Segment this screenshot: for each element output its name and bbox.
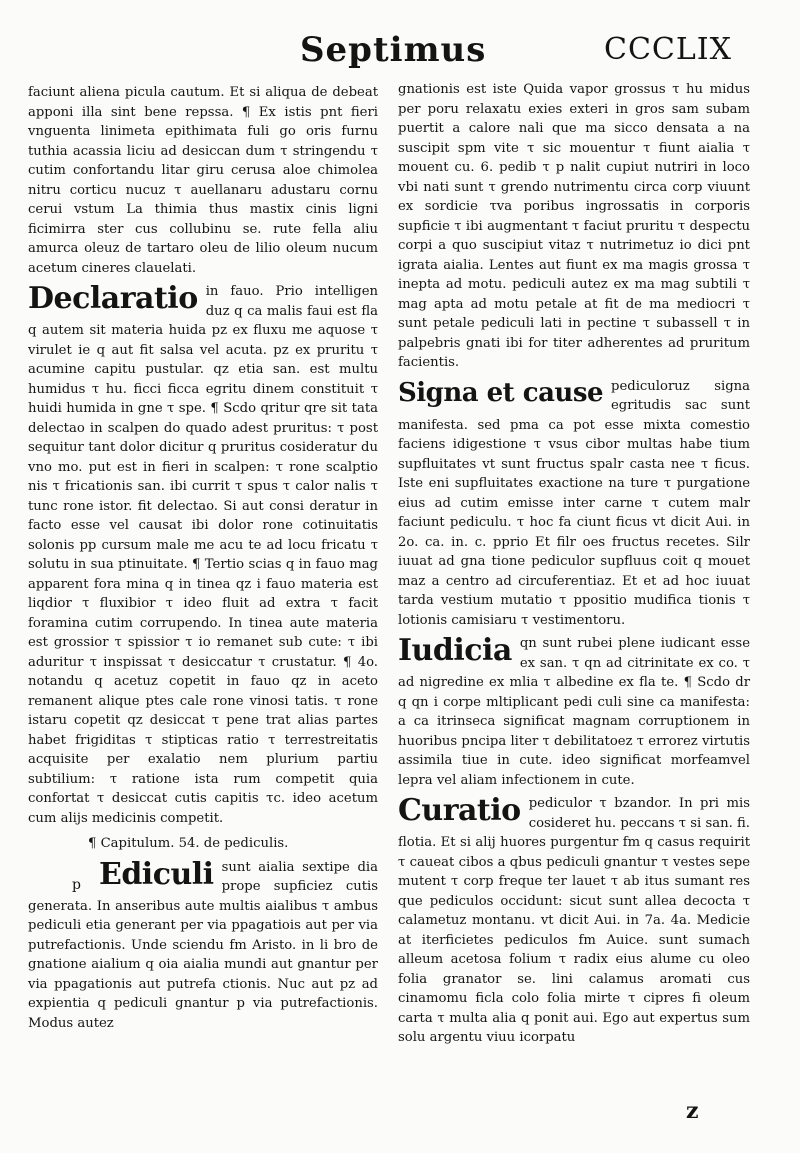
rubric-curatio: Curatio	[398, 793, 521, 828]
right-column	[398, 80, 750, 1048]
ediculi-text: sunt aialia sextipe dia prope supficiez cutis generata. In anseribus aute multis aialibus τ ambus pediculi etia generant per via ppagatiois aut per via putrefactionis. Unde sciendu fm Aristo. in li bro de gnatione aialium q oia aialia mundi aut gnantur per via ppagationis aut putrefa ctionis. Nuc aut pz ad expientia q pediculi gnantur p via putrefactionis. Modus autez	[28, 859, 378, 1031]
running-title: Septimus	[300, 30, 487, 70]
rubric-iudicia: Iudicia	[398, 633, 512, 668]
iudicia-text: qn sunt rubei plene iudicant esse ex san. τ qn ad citrinitate ex co. τ ad nigredine ex mlia τ albedine ex fla te. ¶ Scdo dr q qn i corpe mltiplicant pedi culi sine ca manifesta: a ca itrinseca significat magnam corruptionem in huoribus pncipa liter τ debilitatoez τ errorez virtutis assimila tiue in cute. ideo significat morfeamvel lepra vel aliam infectionem in cute.	[398, 636, 750, 788]
paragraph-signa	[398, 377, 750, 631]
left-column	[28, 83, 378, 1033]
catchword: z	[686, 1098, 699, 1124]
folio-number: CCCLIX	[604, 32, 732, 67]
guide-letter: p	[72, 876, 81, 893]
paragraph-generation: gnationis est iste Quida vapor grossus τ hu midus per poru relaxatu exies exteri in gros sam subam puertit a calore nali que ma sicco densata a na suscipit spm vite τ sic mouentur τ fiunt aialia τ mouent cu. 6. pedib τ p nalit cupiut nutriri in loco vbi nati sunt τ grendo nutrimentu circa corp viuunt ex sordicie τva poribus ingrossatis in corporis supficie τ ibi augmentant τ faciut pruritu τ despectu corpi a quo suscipiut vitaz τ nutrimetuz io dici pnt igrata aialia. Lentes aut fiunt ex ma magis grossa τ inepta ad motu. pediculi autez ex ma mag subtili τ mag apta ad motu petale at fit de ma mediocri τ sunt petale pediculi lati in pectine τ subassell τ in palpebris gnati ibi for titer adherentes ad pruritum facientis.	[398, 82, 750, 370]
rubric-ediculi: Ediculi	[98, 856, 214, 892]
rubric-signa: Signa et cause	[398, 377, 603, 408]
declaratio-text: in fauo. Prio intelligen duz q ca malis faui est fla q autem sit materia huida pz ex fluxu me aquose τ virulet ie q aut fit salsa vel acuta. pz ex pruritu τ acumine capitu pustular. qz etia san. est multu humidus τ hu. ficci ficca egritu dinem constituit τ huidi humida in gne τ spe. ¶ Scdo qritur qre sit tata delectao in scalpen do quado adest pruritus: τ post sequitur tant dolor dicitur q pruritus cosideratur du vno mo. put est in fieri in scalpen: τ rone scalptio nis τ fricationis san. ibi currit τ spus τ calor nalis τ tunc rone istor. fit delectao. Si aut consi deratur in facto esse vel causat ibi dolor rone cotinuitatis solonis pp cursum male me acu te ad locu fricatu τ solutu in sua ptinuitate. ¶ Tertio scias q in fauo mag apparent fora mina q in tinea qz i fauo materia est liqdior τ fluxibior τ ideo fluit ad extra τ facit foramina cutim corrupendo. In tinea aute materia est grossior τ spissior τ io remanet sub cute: τ ibi aduritur τ inspissat τ desiccatur τ crustatur. ¶ 4o. notandu q acetuz copetit in fauo qz in aceto remanent alique ptes cale rone vinosi tatis. τ rone istaru copetit qz desiccat τ pene trat alias partes habet frigiditas τ stipticas ratio τ terrestreitatis acquisite per exalatio nem plurium partiu subtilium: τ ratione ista rum competit quia confortat τ desiccat cutis capitis τc. ideo acetum cum alijs medicinis competit.	[28, 284, 378, 826]
curatio-text: pediculor τ bzandor. In pri mis cosideret hu. peccans τ si san. fi. flotia. Et si alij huores purgentur fm q casus requirit τ caueat cibos a qbus pediculi gnantur τ vestes sepe mutent τ corp freque ter lauet τ ab itus sumant res que pediculos occidunt: sicut sunt allea decocta τ calametuz montanu. vt dicit Aui. in 7a. 4a. Medicie at iterficietes pediculos fm Auice. sunt sumach alleum acetosa folium τ radix eius alume cu oleo folia granator se. lini calamus aromati cus cinamomu ficla colo folia mirte τ cipres fi oleum carta τ multa alia q ponit aui. Ego aut expertus sum solu argentu viuu icorpatu	[398, 796, 750, 1045]
paragraph-curatio	[398, 794, 750, 1048]
chapter-heading: ¶ Capitulum. 54. de pediculis.	[88, 836, 289, 851]
paragraph-ediculi	[28, 858, 378, 1034]
paragraph-iudicia	[398, 634, 750, 790]
rubric-declaratio: Declaratio	[28, 281, 198, 316]
signa-text: pediculoruz signa egritudis sac sunt manifesta. sed pma ca pot esse mixta comestio faciens idigestione τ vsus cibor multas habe tium supfluitates vt sunt fructus spalr casta nee τ ficus. Iste eni supfluitates exactione na ture τ purgatione eius ad cutim emisse inter carne τ cutem malr faciunt pediculu. τ hoc fa ciunt ficus vt dicit Aui. in 2o. ca. in. c. pprio Et filr oes fructus recetes. Silr iuuat ad gna tione pediculor supfluus coit q mouet maz a centro ad circuferentiaz. Et et ad hoc iuuat tarda vestium mutatio τ ppositio mudifica tionis τ lotionis camisiaru τ vestimentoru.	[398, 378, 750, 628]
paragraph-intro: faciunt aliena picula cautum. Et si aliqua de debeat apponi illa sint bene repssa. ¶ Ex istis pnt fieri vnguenta linimeta epithimata fuli go oris furnu tuthia acassia liciu ad desiccan dum τ stringendu τ cutim confortandu litar giru cerusa aloe chimolea nitru corticu nucuz τ auellanaru adustaru cornu cerui vstum La thimia thus mastix cinis ligni ficimirra ster cus collubinu se. rute fella aliu amurca oleuz de tartaro oleu de lilio oleum nucum acetum cineres clauelati.	[28, 85, 378, 276]
paragraph-declaratio	[28, 282, 378, 828]
